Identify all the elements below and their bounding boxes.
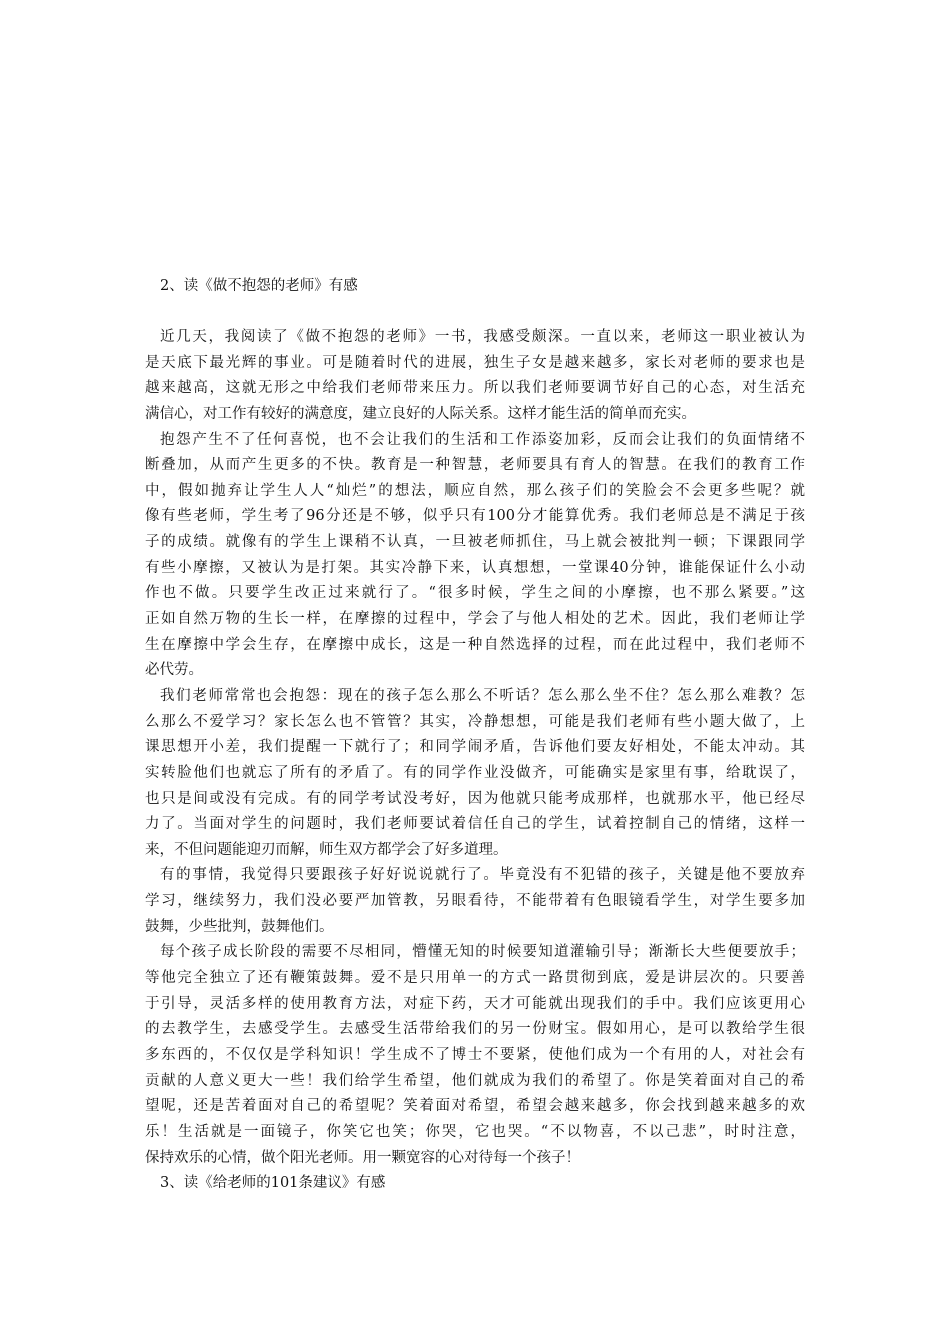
section-3-heading: 3、读《给老师的101条建议》有感 [160,1175,386,1191]
text-line: 保持欢乐的心情，做个阳光老师。用一颗宽容的心对待每一个孩子！ [145,1149,580,1166]
text-line: 么那么不爱学习？家长怎么也不管管？其实，冷静想想，可能是我们老师有些小题大做了，上 [145,713,805,730]
text-line: 贡献的人意义更大一些！我们给学生希望，他们就成为我们的希望了。你是笑着面对自己的希 [145,1072,805,1089]
paragraph-3 [145,684,805,863]
text-line: 我们老师常常也会抱怨：现在的孩子怎么那么不听话？怎么那么坐不住？怎么那么难教？怎 [160,687,805,704]
text-line: 必代劳。 [145,662,203,679]
paragraph-1 [145,325,805,428]
paragraph-5 [145,940,805,1171]
section-2-heading: 2、读《做不抱怨的老师》有感 [160,278,358,294]
text-line: 生在摩擦中学会生存，在摩擦中成长，这是一种自然选择的过程，而在此过程中，我们老师不 [145,636,805,653]
text-line: 像有些老师，学生考了96分还是不够，似乎只有100分才能算优秀。我们老师总是不满足于孩 [145,508,805,525]
text-line: 有些小摩擦，又被认为是打架。其实冷静下来，认真想想，一堂课40分钟，谁能保证什么小动 [145,559,805,576]
text-line: 乐！生活就是一面镜子，你笑它也笑；你哭，它也哭。“不以物喜，不以己悲”，时时注意， [145,1123,805,1140]
text-line: 每个孩子成长阶段的需要不尽相同，懵懂无知的时候要知道灌输引导；渐渐长大些便要放手； [160,944,805,961]
text-line: 的去教学生，去感受学生。去感受生活带给我们的另一份财宝。假如用心，是可以教给学生很 [145,1021,805,1038]
text-line: 子的成绩。就像有的学生上课稍不认真，一旦被老师抓住，马上就会被批判一顿；下课跟同学 [145,534,805,551]
text-line: 有的事情，我觉得只要跟孩子好好说说就行了。毕竟没有不犯错的孩子，关键是他不要放弃 [160,867,805,884]
text-line: 断叠加，从而产生更多的不快。教育是一种智慧，老师要具有育人的智慧。在我们的教育工作 [145,457,805,474]
text-line: 正如自然万物的生长一样，在摩擦的过程中，学会了与他人相处的艺术。因此，我们老师让学 [145,611,805,628]
paragraph-2 [145,428,805,684]
text-line: 抱怨产生不了任何喜悦，也不会让我们的生活和工作添姿加彩，反而会让我们的负面情绪不 [160,431,805,448]
text-line: 鼓舞，少些批判，鼓舞他们。 [145,918,334,935]
text-line: 等他完全独立了还有鞭策鼓舞。爱不是只用单一的方式一路贯彻到底，爱是讲层次的。只要善 [145,970,805,987]
text-line: 作也不做。只要学生改正过来就行了。“很多时候，学生之间的小摩擦，也不那么紧要。”这 [145,585,805,602]
text-line: 满信心，对工作有较好的满意度，建立良好的人际关系。这样才能生活的简单而充实。 [145,405,696,422]
text-line: 也只是间或没有完成。有的同学考试没考好，因为他就只能考成那样，也就那水平，他已经尽 [145,790,805,807]
section-2-body [145,325,805,1171]
text-line: 来，不但问题能迎刃而解，师生双方都学会了好多道理。 [145,841,508,858]
text-line: 课思想开小差，我们提醒一下就行了；和同学闹矛盾，告诉他们要友好相处，不能太冲动。其 [145,739,805,756]
text-line: 近几天，我阅读了《做不抱怨的老师》一书，我感受颇深。一直以来，老师这一职业被认为 [160,329,805,345]
text-line: 多东西的，不仅仅是学科知识！学生成不了博士不要紧，使他们成为一个有用的人，对社会有 [145,1046,805,1063]
text-line: 是天底下最光辉的事业。可是随着时代的进展，独生子女是越来越多，家长对老师的要求也是 [145,354,805,371]
text-line: 于引导，灵活多样的使用教育方法，对症下药，天才可能就出现我们的手中。我们应该更用心 [145,995,805,1012]
text-line: 中，假如抛弃让学生人人“灿烂”的想法，顺应自然，那么孩子们的笑脸会不会更多些呢？就 [145,482,805,499]
text-line: 实转脸他们也就忘了所有的矛盾了。有的同学作业没做齐，可能确实是家里有事，给耽误了， [145,764,805,781]
paragraph-4 [145,863,805,940]
text-line: 力了。当面对学生的问题时，我们老师要试着信任自己的学生，试着控制自己的情绪，这样一 [145,816,805,833]
text-line: 越来越高，这就无形之中给我们老师带来压力。所以我们老师要调节好自己的心态，对生活充 [145,380,805,397]
text-line: 望呢，还是苦着面对自己的希望呢？笑着面对希望，希望会越来越多，你会找到越来越多的欢 [145,1098,805,1115]
text-line: 学习，继续努力，我们没必要严加管教，另眼看待，不能带着有色眼镜看学生，对学生要多加 [145,893,805,910]
